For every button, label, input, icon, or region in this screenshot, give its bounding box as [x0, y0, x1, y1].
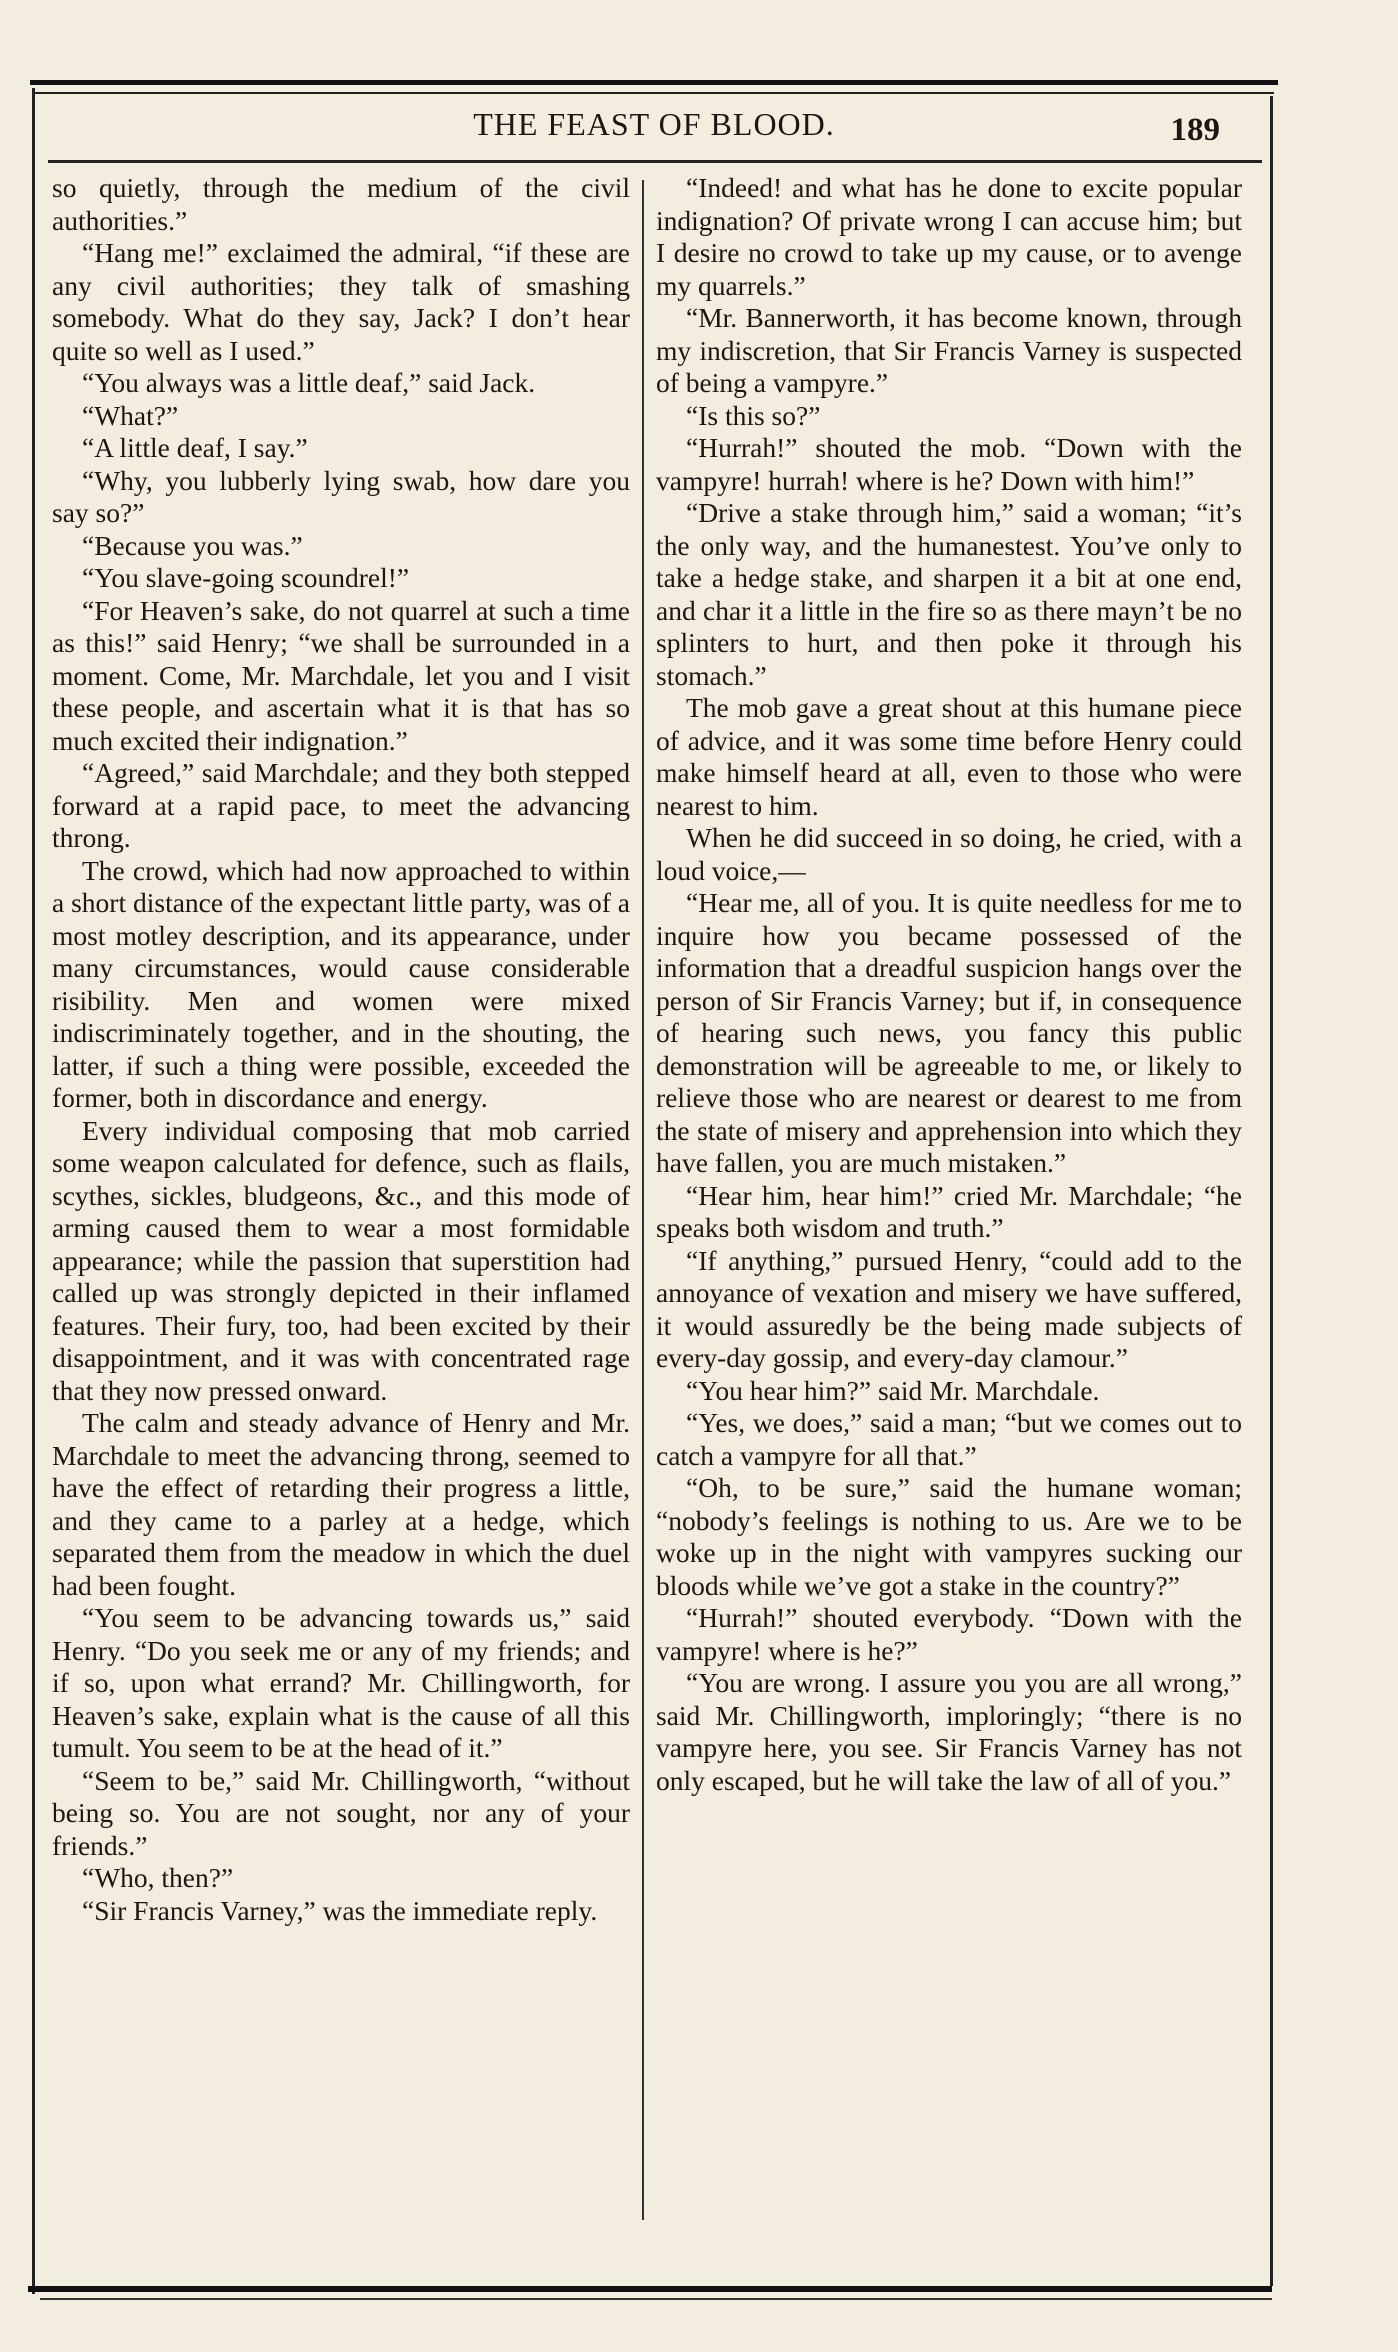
- top-border-rule: [30, 80, 1278, 85]
- right-column: [656, 172, 1242, 1797]
- paragraph: “Why, you lubberly lying swab, how dare you say so?”: [52, 464, 630, 528]
- paragraph: “Is this so?”: [686, 399, 821, 431]
- bottom-border-rule-inner: [40, 2298, 1272, 2300]
- paragraph: “Hurrah!” shouted the mob. “Down with the vampyre! hurrah! where is he? Down with him!”: [656, 432, 1242, 496]
- page-header: [40, 106, 1268, 152]
- left-column: [52, 172, 630, 1927]
- top-border-rule-inner: [34, 92, 1274, 94]
- paragraph: The calm and steady advance of Henry and Mr. Marchdale to meet the advancing throng, seemed to have the effect of retarding their progress a little, and they came to a parley at a hedge, which separated them from the meadow in which the duel had been fought.: [52, 1407, 630, 1601]
- paragraph: Every individual composing that mob carried some weapon calculated for defence, such as flails, scythes, sickles, bludgeons, &c., and this mode of arming caused them to wear a most formidable appearance; while the passion that superstition had called up was strongly depicted in their inflamed features. Their fury, too, had been excited by their disappointment, and it was with concentrated rage that they now pressed onward.: [52, 1114, 630, 1406]
- paragraph: “Who, then?”: [82, 1862, 234, 1893]
- left-frame-rule: [32, 88, 35, 2294]
- paragraph: “What?”: [82, 399, 179, 431]
- paragraph: “For Heaven’s sake, do not quarrel at such a time as this!” said Henry; “we shall be surrounded in a moment. Come, Mr. Marchdale, let you and I visit these people, and ascertain what it is that has so much excited their indignation.”: [52, 594, 630, 756]
- paragraph: “A little deaf, I say.”: [82, 432, 308, 463]
- paragraph: “You always was a little deaf,” said Jack.: [82, 367, 536, 398]
- paragraph: “Hurrah!” shouted everybody. “Down with the vampyre! where is he?”: [656, 1602, 1242, 1666]
- paragraph: “Hear him, hear him!” cried Mr. Marchdale; “he speaks both wisdom and truth.”: [656, 1179, 1242, 1243]
- paragraph: “Seem to be,” said Mr. Chillingworth, “without being so. You are not sought, nor any of your friends.”: [52, 1764, 630, 1861]
- column-divider: [642, 180, 644, 2220]
- page-number: 189: [1170, 112, 1220, 148]
- paragraph: “Drive a stake through him,” said a woman; “it’s the only way, and the humanestest. You’ve only to take a hedge stake, and sharpen it a bit at one end, and char it a little in the fire so as there mayn’t be no splinters to hurt, and then poke it through his stomach.”: [656, 497, 1242, 691]
- running-title: THE FEAST OF BLOOD.: [473, 106, 835, 142]
- right-frame-rule: [1270, 96, 1273, 2286]
- header-rule: [48, 160, 1262, 163]
- bottom-border-rule: [28, 2286, 1272, 2292]
- paragraph: “Sir Francis Varney,” was the immediate reply.: [82, 1894, 598, 1926]
- paragraph: “You seem to be advancing towards us,” said Henry. “Do you seek me or any of my friends; and if so, upon what errand? Mr. Chillingworth, for Heaven’s sake, explain what is the cause of all this tumult. You seem to be at the head of it.”: [52, 1602, 630, 1763]
- paragraph: “You hear him?” said Mr. Marchdale.: [686, 1374, 1100, 1406]
- paragraph: “Indeed! and what has he done to excite popular indignation? Of private wrong I can accuse him; but I desire no crowd to take up my cause, or to avenge my quarrels.”: [656, 172, 1242, 301]
- paragraph: “Mr. Bannerworth, it has become known, through my indiscretion, that Sir Francis Varney is suspected of being a vampyre.”: [656, 302, 1242, 398]
- paragraph: “Agreed,” said Marchdale; and they both stepped forward at a rapid pace, to meet the advancing throng.: [52, 757, 630, 853]
- paragraph: The crowd, which had now approached to within a short distance of the expectant little party, was of a most motley description, and its appearance, under many circumstances, would cause considerable risibility. Men and women were mixed indiscriminately together, and in the shouting, the latter, if such a thing were possible, exceeded the former, both in discordance and energy.: [52, 854, 630, 1113]
- paragraph: “If anything,” pursued Henry, “could add to the annoyance of vexation and misery we have suffered, it would assuredly be the being made subjects of every-day gossip, and every-day clamour.”: [656, 1244, 1242, 1373]
- paragraph: “Because you was.”: [82, 529, 303, 561]
- paragraph: “You are wrong. I assure you you are all wrong,” said Mr. Chillingworth, imploringly; “there is no vampyre here, you see. Sir Francis Varney has not only escaped, but he will take the law of all of you.”: [656, 1667, 1242, 1796]
- paragraph: so quietly, through the medium of the civil authorities.”: [52, 172, 630, 236]
- paragraph: The mob gave a great shout at this humane piece of advice, and it was some time before Henry could make himself heard at all, even to those who were nearest to him.: [656, 692, 1242, 821]
- paragraph: When he did succeed in so doing, he cried, with a loud voice,—: [656, 822, 1242, 886]
- paragraph: “Hear me, all of you. It is quite needless for me to inquire how you became possessed of the information that a dreadful suspicion hangs over the person of Sir Francis Varney; but if, in consequence of hearing such news, you fancy this public demonstration will be agreeable to me, or likely to relieve those who are nearest or dearest to me from the state of misery and apprehension into which they have fallen, you are much mistaken.”: [656, 887, 1242, 1178]
- paragraph: “Oh, to be sure,” said the humane woman; “nobody’s feelings is nothing to us. Are we to be woke up in the night with vampyres sucking our bloods while we’ve got a stake in the country?”: [656, 1472, 1242, 1601]
- paragraph: “Yes, we does,” said a man; “but we comes out to catch a vampyre for all that.”: [656, 1407, 1242, 1471]
- paragraph: “You slave-going scoundrel!”: [82, 562, 410, 593]
- paragraph: “Hang me!” exclaimed the admiral, “if these are any civil authorities; they talk of smashing somebody. What do they say, Jack? I don’t hear quite so well as I used.”: [52, 237, 630, 366]
